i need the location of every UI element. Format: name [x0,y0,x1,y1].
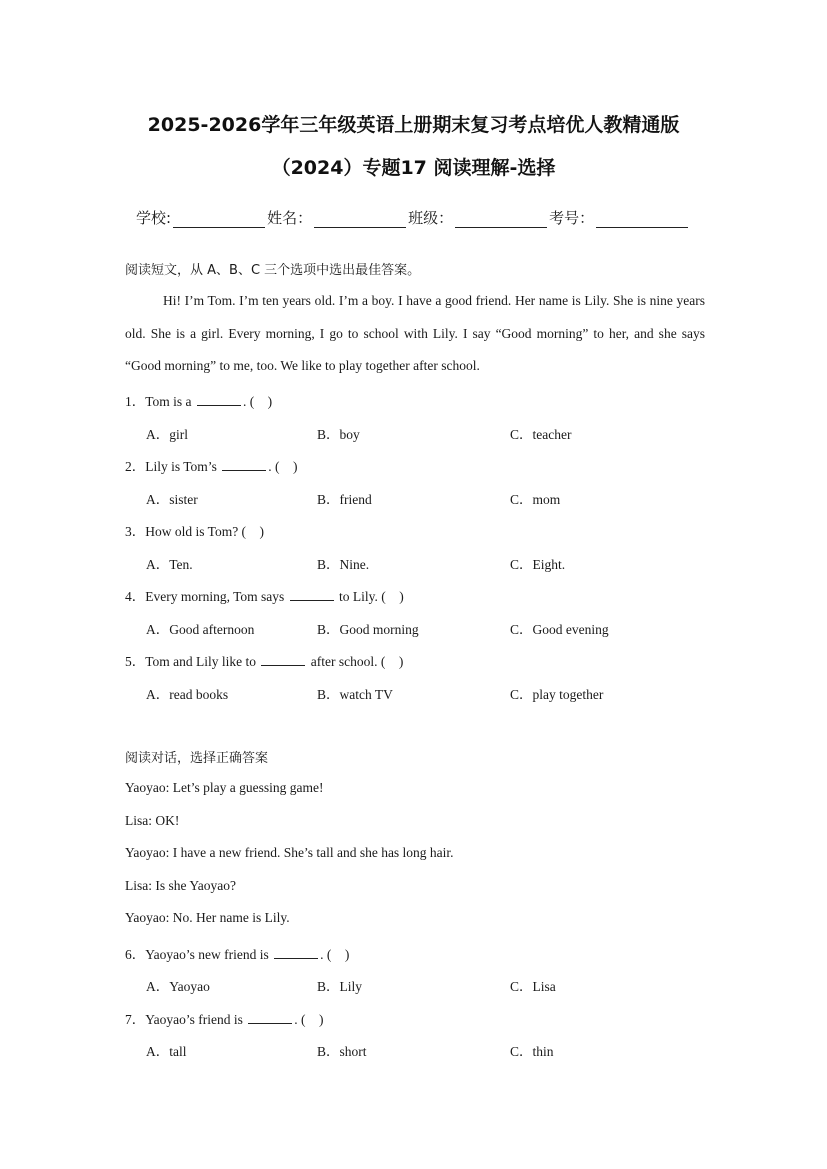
answer-blank [261,653,305,666]
question-6 [125,943,349,963]
question-5 [125,650,403,670]
question-bracket: after school. ( ) [307,654,404,669]
question-number: 4． [125,589,146,604]
school-label: 学校: [136,209,172,227]
dialogue-line: Lisa: OK! [125,813,180,828]
option-b[interactable]: B．boy [317,427,360,442]
option-a[interactable]: A．tall [146,1044,187,1059]
document-title-line1: 2025-2026学年三年级英语上册期末复习考点培优人教精通版 [147,114,680,136]
question-bracket: to Lily. ( ) [335,589,404,604]
document-title-line2: （2024）专题17 阅读理解-选择 [271,157,556,179]
option-a[interactable]: A．Yaoyao [146,979,210,994]
option-b[interactable]: B．Lily [317,979,363,994]
option-b[interactable]: B．Nine. [317,557,370,572]
question-number: 5． [125,654,146,669]
question-text: Yaoyao’s new friend is [145,947,273,962]
dialogue-line: Lisa: Is she Yaoyao? [125,878,236,893]
answer-blank [290,588,334,601]
question-text: Tom is a [145,394,195,409]
option-c[interactable]: C．Lisa [510,979,556,994]
option-c[interactable]: C．thin [510,1044,554,1059]
question-bracket: . ( ) [268,459,298,474]
answer-blank [222,458,266,471]
question-text: Tom and Lily like to [145,654,260,669]
question-text: Lily is Tom’s [145,459,221,474]
dialogue-line: Yaoyao: Let’s play a guessing game! [125,780,324,795]
section1-instruction: 阅读短文，从 A、B、C 三个选项中选出最佳答案。 [125,263,421,278]
question-bracket: . ( ) [242,394,273,409]
option-b[interactable]: B．watch TV [317,687,393,702]
option-b[interactable]: B．Good morning [317,622,419,637]
option-c[interactable]: C．teacher [510,427,572,442]
option-a[interactable]: A．sister [146,492,198,507]
student-info-row [136,207,690,228]
option-a[interactable]: A．read books [146,687,229,702]
question-number: 6． [125,947,146,962]
option-c[interactable]: C．play together [510,687,604,702]
name-label: 姓名： [267,209,313,227]
option-c[interactable]: C．Eight. [510,557,566,572]
question-number: 7． [125,1012,146,1027]
class-label: 班级： [408,209,454,227]
section2-instruction: 阅读对话，选择正确答案 [125,751,269,766]
question-4 [125,585,404,605]
exam-no-field[interactable] [596,209,688,228]
name-field[interactable] [314,209,406,228]
answer-blank [274,946,318,959]
question-2 [125,455,297,475]
question-bracket: . ( ) [320,947,350,962]
question-number: 2． [125,459,146,474]
passage-text: Hi! I’m Tom. I’m ten years old. I’m a boy. I have a good friend. Her name is Lily. She is nine years old. She is a girl. Every morning, I go to school with Lily. I say “Good morning” to her, and she says “Good morning” to me, too. We like to play together after school. [125,293,705,373]
question-1 [125,390,272,410]
reading-passage [125,285,705,383]
option-a[interactable]: A．girl [146,427,188,442]
answer-blank [248,1011,292,1024]
answer-blank [197,393,241,406]
option-b[interactable]: B．friend [317,492,372,507]
question-text: How old is Tom? ( ) [145,524,265,539]
dialogue-line: Yaoyao: I have a new friend. She’s tall and she has long hair. [125,845,454,860]
question-number: 3． [125,524,146,539]
option-a[interactable]: A．Good afternoon [146,622,255,637]
school-field[interactable] [173,209,265,228]
option-b[interactable]: B．short [317,1044,367,1059]
class-field[interactable] [455,209,547,228]
question-text: Every morning, Tom says [145,589,288,604]
question-7 [125,1008,324,1028]
question-3 [125,520,264,540]
question-text: Yaoyao’s friend is [145,1012,247,1027]
dialogue-line: Yaoyao: No. Her name is Lily. [125,910,290,925]
question-bracket: . ( ) [294,1012,324,1027]
question-number: 1． [125,394,146,409]
option-a[interactable]: A．Ten. [146,557,193,572]
exam-no-label: 考号： [549,209,595,227]
option-c[interactable]: C．mom [510,492,561,507]
option-c[interactable]: C．Good evening [510,622,609,637]
